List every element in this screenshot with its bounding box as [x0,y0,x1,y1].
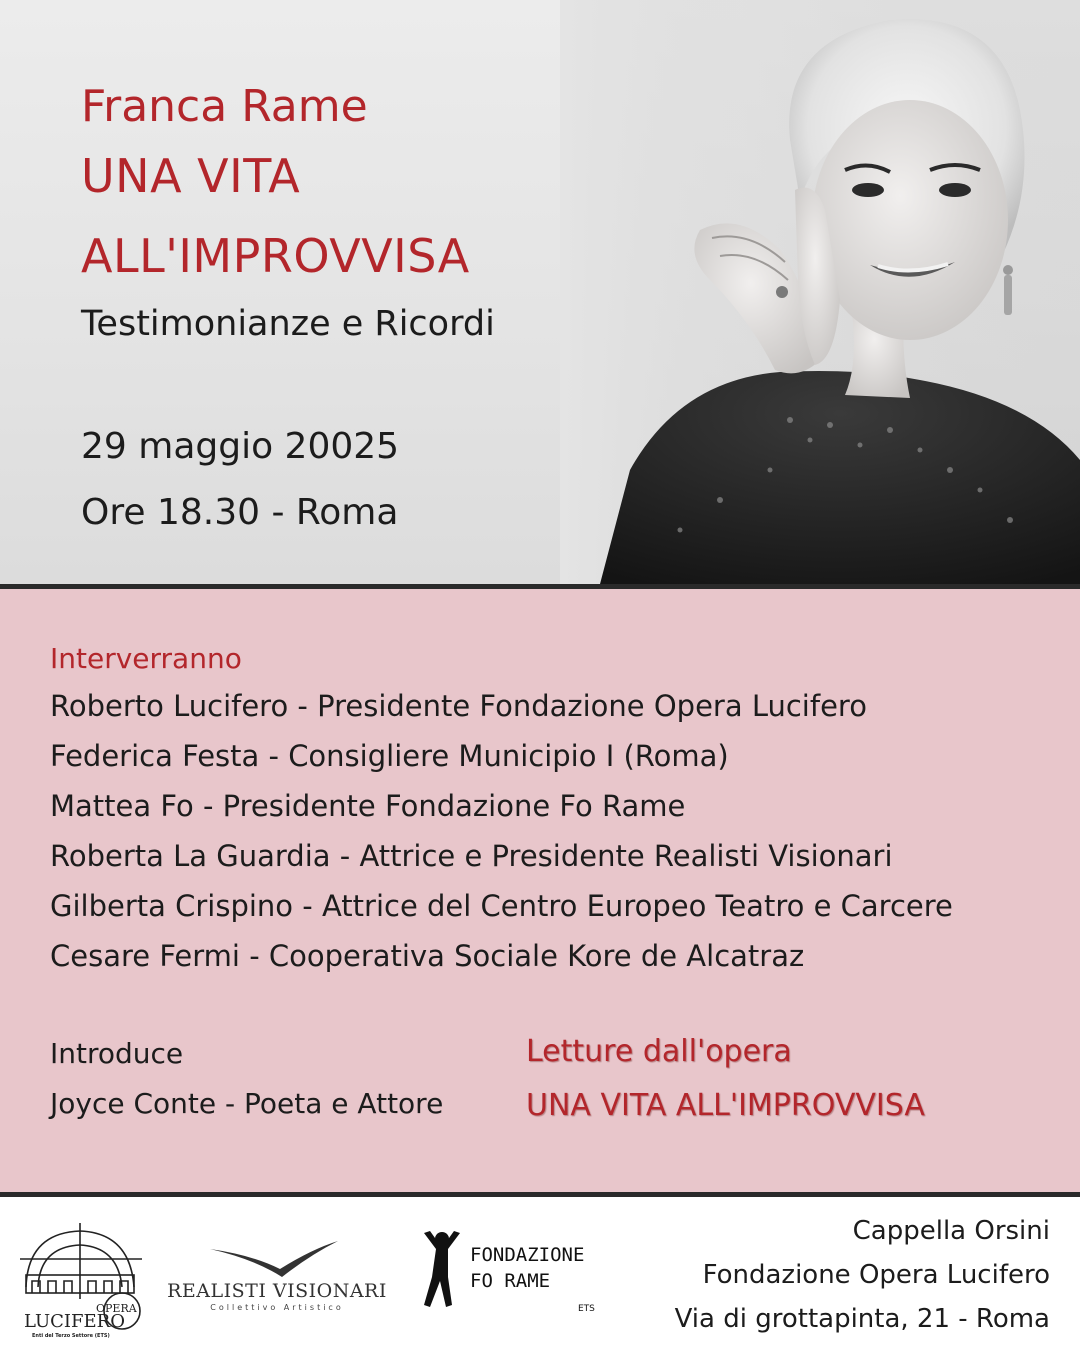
list-item: Cesare Fermi - Cooperativa Sociale Kore de Alcatraz [50,939,805,973]
event-title-line2: ALL'IMPROVVISA [81,229,470,283]
logo-fondazione-word: FONDAZIONE [470,1244,585,1266]
speakers-list [50,637,953,981]
event-datetime-block [81,414,399,546]
intro-person: Joyce Conte - Poeta e Attore [50,1087,444,1120]
realisti-visionari-logo [162,1235,392,1317]
person-name: Franca Rame [81,81,368,132]
event-time-place: Ore 18.30 - Roma [81,492,399,533]
reading-title: UNA VITA ALL'IMPROVVISA [526,1088,925,1123]
intro-block [50,1029,443,1129]
logo-realisti-name: REALISTI VISIONARI [167,1280,387,1302]
logo-realisti-tagline: Collettivo Artistico [210,1303,344,1312]
venue-name: Cappella Orsini [852,1216,1050,1246]
intro-heading: Introduce [50,1037,184,1070]
venue-organization: Fondazione Opera Lucifero [702,1260,1050,1290]
footer [0,1197,1080,1350]
logo-ets-tagline: Enti del Terzo Settore (ETS) [32,1333,110,1339]
venue-block [675,1209,1050,1341]
program-section [0,589,1080,1192]
list-item: Roberto Lucifero - Presidente Fondazione Opera Lucifero [50,689,867,723]
list-item: Federica Festa - Consigliere Municipio I (Roma) [50,739,729,773]
reading-heading: Letture dall'opera [526,1034,792,1069]
logo-lucifero-word: LUCIFERO [24,1311,125,1332]
portrait-photo [560,0,1080,584]
opera-lucifero-logo [18,1219,148,1339]
venue-address: Via di grottapinta, 21 - Roma [674,1304,1050,1334]
list-item: Mattea Fo - Presidente Fondazione Fo Rame [50,789,686,823]
reading-block [526,1025,925,1133]
event-title-line1: UNA VITA [81,149,301,203]
speakers-heading: Interverranno [50,642,242,675]
list-item: Gilberta Crispino - Attrice del Centro Europeo Teatro e Carcere [50,889,953,923]
list-item: Roberta La Guardia - Attrice e Presidente Realisti Visionari [50,839,893,873]
logo-opera-word: OPERA [96,1302,137,1315]
fondazione-fo-rame-logo [418,1227,604,1319]
event-subtitle: Testimonianze e Ricordi [81,304,495,344]
event-date: 29 maggio 20025 [81,426,400,467]
event-title-block [81,78,495,352]
logo-forame-word: FO RAME [470,1270,551,1292]
logo-ets-suffix: ETS [578,1304,595,1314]
hero-section [0,0,1080,584]
